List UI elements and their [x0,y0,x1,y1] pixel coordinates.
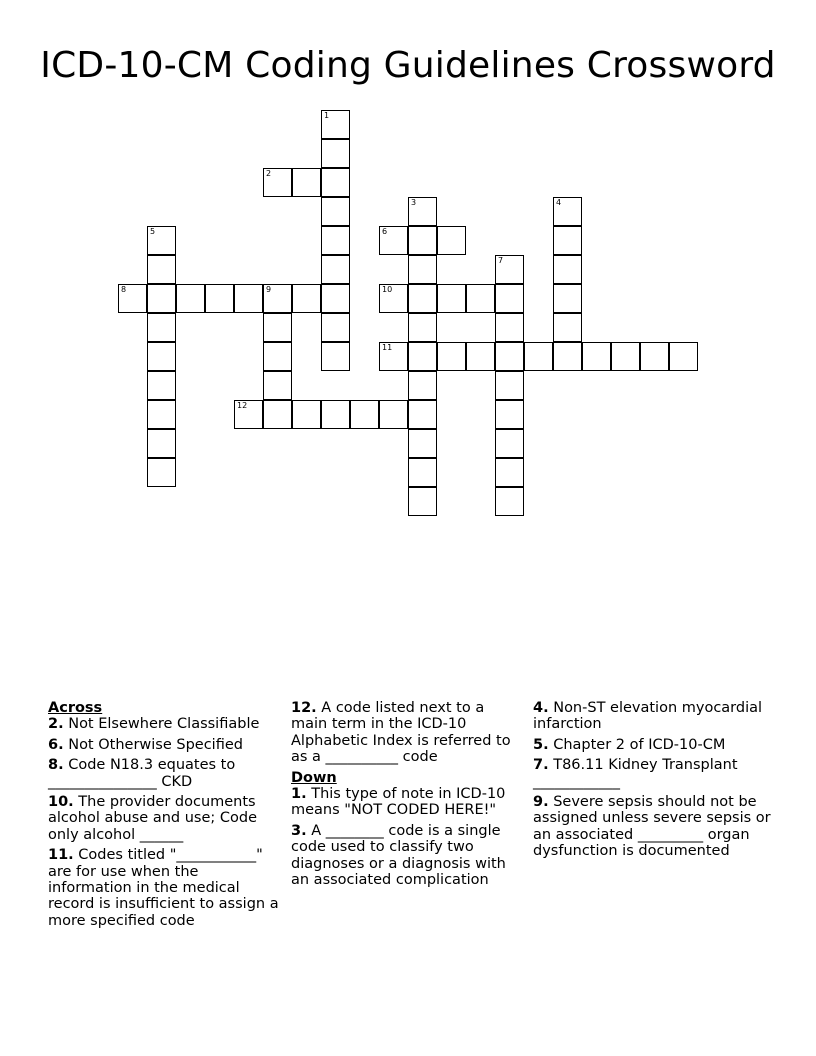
clue-text: Code N18.3 equates to _______________ CKD [48,757,236,790]
clue-number: 7. [533,757,549,774]
cell-number: 1 [324,111,330,120]
grid-cell[interactable] [379,226,408,255]
grid-cell[interactable] [553,255,582,284]
clue-text: This type of note in ICD-10 means "NOT CODED HERE!" [291,786,506,819]
clue-text: Non-ST elevation myocardial infarction [533,700,763,733]
grid-cell[interactable] [205,284,234,313]
clues-column-1 [48,700,280,933]
grid-cell[interactable] [292,168,321,197]
grid-cell[interactable] [263,342,292,371]
clue-text: A code listed next to a main term in the ICD-10 Alphabetic Index is referred to as a __________ code [291,700,511,766]
grid-cell[interactable] [379,400,408,429]
clue-down-3 [291,823,525,889]
grid-cell[interactable] [263,371,292,400]
clue-number: 4. [533,700,549,716]
grid-cell[interactable] [147,400,176,429]
clue-number: 11. [48,847,74,864]
grid-cell[interactable] [147,284,176,313]
grid-cell[interactable] [321,168,350,197]
clue-number: 9. [533,794,549,811]
clue-text: The provider documents alcohol abuse and use; Code only alcohol ______ [48,794,257,843]
grid-cell[interactable] [495,371,524,400]
clue-down-5 [533,737,773,753]
clue-number: 6. [48,736,64,753]
grid-cell[interactable] [553,197,582,226]
clue-text: Not Elsewhere Classifiable [68,716,260,733]
across-heading: Across [48,700,103,716]
clue-text: Severe sepsis should not be assigned unless severe sepsis or an associated _________ organ dysfunction is documented [533,794,771,860]
grid-cell[interactable] [553,342,582,371]
clue-number: 5. [533,736,549,753]
grid-cell[interactable] [118,284,147,313]
grid-cell[interactable] [495,400,524,429]
grid-cell[interactable] [408,284,437,313]
clue-text: Codes titled "___________" are for use when the information in the medical record is insufficient to assign a more specified code [48,847,279,929]
cell-number: 8 [121,285,127,294]
grid-cell[interactable] [176,284,205,313]
cell-number: 12 [237,401,248,410]
grid-cell[interactable] [495,284,524,313]
clue-across-10 [48,794,280,843]
grid-cell[interactable] [495,458,524,487]
grid-cell[interactable] [147,458,176,487]
grid-cell[interactable] [147,226,176,255]
clue-across-6 [48,737,280,753]
grid-cell[interactable] [147,255,176,284]
grid-cell[interactable] [582,342,611,371]
grid-cell[interactable] [292,284,321,313]
grid-cell[interactable] [408,400,437,429]
clue-down-9 [533,794,773,860]
clue-across-11 [48,847,280,929]
grid-cell[interactable] [408,342,437,371]
grid-cell[interactable] [640,342,669,371]
grid-cell[interactable] [408,371,437,400]
grid-cell[interactable] [553,313,582,342]
grid-cell[interactable] [321,313,350,342]
grid-cell[interactable] [495,342,524,371]
clue-number: 2. [48,716,64,733]
clue-text: T86.11 Kidney Transplant ____________ [533,757,738,790]
grid-cell[interactable] [147,371,176,400]
grid-cell[interactable] [611,342,640,371]
grid-cell[interactable] [234,400,263,429]
cell-number: 2 [266,169,272,178]
grid-cell[interactable] [524,342,553,371]
clues-column-3 [533,700,773,864]
clues-column-2 [291,700,525,892]
clue-number: 1. [291,786,307,803]
grid-cell[interactable] [321,400,350,429]
grid-cell[interactable] [408,197,437,226]
cell-number: 3 [411,198,417,207]
grid-cell[interactable] [321,197,350,226]
cell-number: 7 [498,256,504,265]
grid-cell[interactable] [466,284,495,313]
cell-number: 6 [382,227,388,236]
grid-cell[interactable] [437,284,466,313]
grid-cell[interactable] [408,313,437,342]
clue-across-12 [291,700,525,766]
cell-number: 11 [382,343,393,352]
grid-cell[interactable] [408,429,437,458]
grid-cell[interactable] [379,342,408,371]
grid-cell[interactable] [263,168,292,197]
page-title: ICD-10-CM Coding Guidelines Crossword [40,45,776,86]
grid-cell[interactable] [350,400,379,429]
clue-number: 10. [48,794,74,811]
grid-cell[interactable] [234,284,263,313]
grid-cell[interactable] [495,487,524,516]
grid-cell[interactable] [495,313,524,342]
down-heading: Down [291,769,337,786]
clue-across-2 [48,716,280,732]
clue-down-1 [291,786,525,819]
clue-down-7 [533,757,773,790]
grid-cell[interactable] [495,255,524,284]
grid-cell[interactable] [437,226,466,255]
grid-cell[interactable] [466,342,495,371]
grid-cell[interactable] [437,342,466,371]
grid-cell[interactable] [669,342,698,371]
grid-cell[interactable] [292,400,321,429]
grid-cell[interactable] [495,429,524,458]
grid-cell[interactable] [379,284,408,313]
clue-text: A ________ code is a single code used to classify two diagnoses or a diagnosis with an associated complication [291,822,506,889]
clue-number: 12. [291,700,317,716]
clue-down-4 [533,700,773,733]
grid-cell[interactable] [263,400,292,429]
grid-cell[interactable] [553,284,582,313]
grid-cell[interactable] [553,226,582,255]
cell-number: 10 [382,285,393,294]
grid-cell[interactable] [321,110,350,139]
clue-across-8 [48,757,280,790]
cell-number: 9 [266,285,272,294]
cell-number: 4 [556,198,562,207]
grid-cell[interactable] [321,284,350,313]
grid-cell[interactable] [147,429,176,458]
grid-cell[interactable] [147,342,176,371]
grid-cell[interactable] [408,458,437,487]
grid-cell[interactable] [321,226,350,255]
clue-number: 3. [291,822,307,839]
cell-number: 5 [150,227,156,236]
grid-cell[interactable] [321,139,350,168]
grid-cell[interactable] [321,255,350,284]
clue-number: 8. [48,757,64,774]
clue-text: Chapter 2 of ICD-10-CM [553,736,726,753]
grid-cell[interactable] [321,342,350,371]
grid-cell[interactable] [408,255,437,284]
grid-cell[interactable] [408,487,437,516]
grid-cell[interactable] [408,226,437,255]
grid-cell[interactable] [263,284,292,313]
clue-text: Not Otherwise Specified [68,736,243,753]
grid-cell[interactable] [147,313,176,342]
grid-cell[interactable] [263,313,292,342]
